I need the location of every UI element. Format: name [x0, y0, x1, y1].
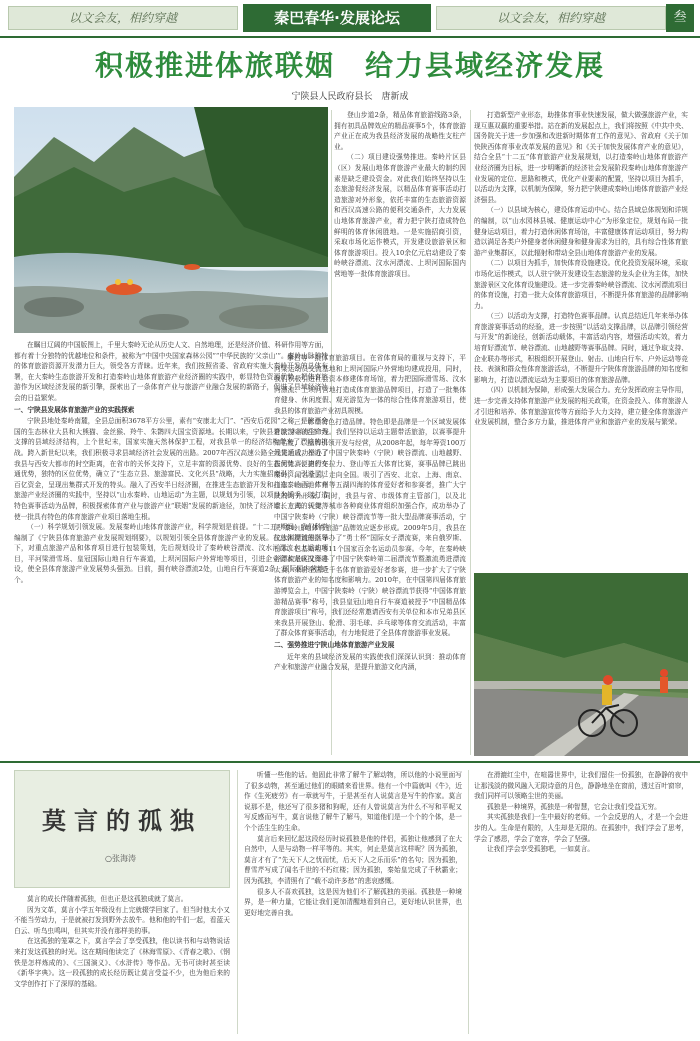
page-header	[0, 0, 700, 38]
article-column-2-lower	[274, 353, 466, 755]
essay-paragraph: 因为文革，莫言小学五年级没有上完就辍学回家了。但当时他太小又不能当劳动力，于是就被打发到野外去放牛。他和他的牛们一起，看蓝天白云、听鸟虫鸣叫，但其实并没有那样美的事。	[14, 905, 230, 935]
article-paragraph: 在瞩目辽阔的中国版图上，千里大秦岭无论从历史人文、自然地理，还是经济价值、科研作用等方面，都有着十分独特的优越地位和条件，被称为“中国中央国家森林公园”“中华民族的‘父亲山’”。秦岭山脉独特的体育旅游资源开发潜力巨大，领受各方青睐。近年来，我们按照省委、省政府实施大秦岭开发的总体布署，在大秦岭生态旅游开发和打造秦岭山地体育旅游产业经济圈的实践中，彰显特色资源优势，把体育旅游作为区域经济发展的新引擎，探索出了一条体育产业与旅游产业融合发展的新路子，促进了县域经济社会的日益繁荣。	[14, 341, 328, 402]
article-paragraph: （三）彰显特色打造品牌。特色即是品牌是一个区域发展体育旅游业的生命线。我们坚持以运动主题带活旅游，以赛事提升知名度，以品牌引领开发与经营，从2008年起，每年筹资100万元先后成功举办了中国宁陕秦岭（宁陕）峡谷漂流、山地越野、拔河比赛、自行车拉力、登山等五大体育比赛，赛事品牌已跳出秦岭，闻名全国，走向全国。吸引了西安、北京、上海、南京、山东、山西，广州等五湖四海的体育爱好者和参赛者，推广大宁陕的对外形象。同时，我县与省、市级体育主管部门，以及北京、上海、天津等城市各种商业体育组织加强合作，成功举办了中国宁陕秦岭（宁陕）峡谷漂流节等一批大型品牌赛事活动，宁陕“秦岭山地体育旅游”品牌效应逐步形成。2009年5月，我县在汶水河漂流景区举办了“勇士杯”国际女子漂流赛，来自俄罗斯、日本、巴基斯坦等11个国家百余名运动员参赛。今年，在秦岭峡谷漂流景区又举办了中国宁陕秦岭第二届漂流节暨激流勇进漂流大赛，来自全国近千名体育旅游爱好者参赛，进一步扩大了宁陕体育旅游产业的知名度和影响力。2010年，在中国第四届体育旅游博览会上，中国宁陕秦岭（宁陕）峡谷漂流节获得“中国体育旅游精品赛事”称号，我县皇冠山地自行车赛道被授予“中国精品体育旅游项目”称号，我们还经常邀请西安有关单位和本市兄弟县区来我县开展登山、轮滑、羽毛球、乒乓球等体育交流活动，丰富了群众体育赛事活动，有力地促进了全县体育旅游事业发展。	[274, 417, 466, 638]
article-paragraph: 宁陕县地处秦岭南麓，全县总面积3678平方公里，素有“安康北大门”、“西安后花园”之称，是陕西全国的生态林业大县和大熊猫、金丝猴、羚牛、朱鹮四大国宝资源地。长期以来，宁陕县是以“木头经济”为支撑的县域经济结构，上个世纪末，国家实施天然林保护工程，对我县单一的经济结构带来了严峻的挑战。跨入新世纪以来，我们积极寻求县域经济社会发展的出路。2007年西汉高速公路全线贯通后，拉近了我县与西安大都市的时空距离，在省市的关怀支持下，立足丰富的资源优势、良好的生态优势、便捷的交通优势，独特的区位优势，确立了“生态立县、旅游富民、文化兴县”战略，大力实施招商引资，引进了过百亿资金，呈现出集群式开发的特头。融入了西安半日经济圈，在推进生态旅游开发和打造秦岭山地体育旅游产业经济圈的实践中，坚持以“山水秦岭、山地运动”为主题，以规划为引领，以项目为抓手，以打造特色赛事活动为品牌，积极探索体育产业与旅游产业“联姻”发展的新途径，加快了经济增长方式的转变，使一批具有特色的体育旅游产业项目落地生根。	[14, 417, 328, 521]
article-paragraph: 登山步道2条，精品体育旅游线路3条，拥有初具品牌效应的精品赛事5个，体育旅游产业正在成为我县经济发展的战略性支柱产业。	[334, 111, 466, 151]
article-section-heading: 一、宁陕县发展体育旅游产业的实践探索	[14, 405, 135, 414]
article-paragraph: 攀岩等一批体育旅游项目。在省体育局的重视与支持下，平河梁运动员交流基地和上坝河国际户外营地均建成投用，同时，我们积极引进社会资本修建体育场馆，着力把国际滑雪场、汶水河漂流、上坝河营地打造成体育旅游品牌项目，打造了一批集体育健身、休闲度假、观光游览为一体的综合性体育旅游项目，使我县的体育旅游产业初具规模。	[274, 354, 466, 415]
essay-paragraph: 在滑漉红尘中，在喧嚣世界中，让我们留住一份孤独，在静静的夜中让那浅淡的微风融入无限诗意的月色，静静地坐在窗前，透过百叶窗帘，我们同样可以领略尘世的美丽。	[474, 771, 688, 801]
column-divider	[468, 770, 469, 1034]
header-slogan-right: 以文会友，相约穿越	[436, 6, 666, 30]
essay-paragraph: 其实孤独是我们一生中最好的老师。一个会反思的人，才是一个会进步的人。生命是有限的，人生却是无限的。在孤独中，我们学会了思考，学会了感恩，学会了宽容，学会了坚强。	[474, 813, 688, 843]
article-section-heading: 二、强势推进宁陕山地体育旅游产业发展	[274, 641, 395, 650]
article-paragraph: 打造新型产业形态，助推体育事业快速发展，做大做强旅游产业，实现互惠双赢的重要举措。站在新的发展起点上，我们将按照《中共中央、国务院关于进一步加强和改进新时期体育工作的意见》、省政府《关于加快陕西体育事业改革发展的意见》和《关于加快发展体育产业的意见》，结合全县“十二五”体育旅游产业发展规划，以打造秦岭山地体育旅游产业经济圈为目标，进一步明晰新的经济社会发展阶段秦岭山地体育旅游产业发展的定位、思路和模式，优化产业要素的配置，坚持以项目为抓手，以活动为支撑，以机制为保障，努力把宁陕建成秦岭山地体育旅游产业经济强县。	[474, 111, 688, 204]
essay-paragraph: 莫言后来回忆起这段经历时说孤独是他的伴侣，孤独让他感到了在大自然中，人是与动物一样平等的。其实，何止是莫言这样呢？因为孤独，莫言才有了“先天下人之忧而忧，后天下人之乐而乐”的名句；因为孤独，曹雪芹写成了闻名千世的不朽红楼；因为孤独，秦始皇完成了千秋霸业；因为孤独，李清照有了“载不动许多愁”的悲哀感慨。	[244, 834, 462, 885]
article-paragraph: （三）以活动为支撑，打造特色赛事品牌。认真总结近几年来举办体育旅游赛事活动的经验，进一步按照“以活动支撑品牌，以品牌引领经营与开发”的新途径，创新活动载体，丰富活动内容，增强活动实效，着力培育好漂流节、峡谷漂流、山地越野等赛事品牌。同时，通过争取支持、企业联办等形式，积极组织开展登山、射击、山地自行车、户外运动等竞技、表演和群众性体育旅游活动，不断提升宁陕体育旅游品牌的知名度和影响力，打造以漂流运动为主要项目的体育旅游品牌。	[474, 312, 688, 384]
rafting-photo	[14, 107, 328, 333]
cycling-photo	[474, 573, 688, 756]
essay-column-2	[244, 770, 462, 1034]
essay-paragraph: 孤独是一种境界，孤独是一种智慧，它会让我们受益无穷。	[487, 802, 661, 811]
column-divider	[237, 770, 238, 1034]
article-column-2	[334, 110, 466, 353]
article-paragraph: 近年来的县域经济发展的实践使我们深深认识到：推动体育产业和旅游产业融合发展，是提升旅游文化内涵，	[274, 652, 466, 672]
article-paragraph: （二）项目建设强势推进。秦岭片区县（区）发展山地体育旅游产业最大的制约因素是缺乏建设资金。对此我们始终坚持以生态旅游促经济发展，以精品体育赛事活动打造旅游对外形象，依托丰富的生态旅游资源和西汉高速公路的便利交通条件，大力发展山地体育旅游产业，着力把宁陕打造成特色鲜明的体育休闲胜地。一是实施招商引资，采取市场化运作模式，开发建设旅游景区和体育旅游项目。投入10余亿元启动建设了秦岭峡谷漂流、汶水河漂流、上坝河国际国内营地等一批体育旅游项目。	[334, 153, 466, 278]
article-byline: 宁陕县人民政府县长 唐新成	[291, 92, 409, 102]
header-rule	[0, 36, 700, 38]
essay-paragraph: 让我们学会享受孤独吧，一如莫言。	[487, 845, 594, 854]
essay-author: ○张海涛	[105, 854, 136, 863]
section-title: 秦巴春华·发展论坛	[243, 4, 431, 32]
section-divider	[0, 761, 700, 763]
column-divider	[470, 110, 471, 755]
header-slogan-left: 以文会友，相约穿越	[8, 6, 238, 30]
essay-paragraph: 莫言的成长伴随着孤独，但也正是这孤独成就了莫言。	[27, 895, 188, 903]
essay-paragraph: 很多人不喜欢孤独，这是因为他们不了解孤独的美丽。孤独是一种境界，是一种力量，它能让我们更加清醒地看到自己，更好地认识世界，也更好地完善自我。	[244, 887, 462, 917]
essay-paragraph: 在这孤独的笼罩之下，莫言学会了享受孤独，他以读书和与动物说话来打发这孤独的时光。这在期间他读完了《林海雪原》、《青春之歌》、《钢铁是怎样炼成的》、《三国演义》、《水浒传》等作品。无书可读时甚至读《新华字典》。这一段孤独的成长经历既让莫言受益不少，也为他后来的文学创作打下了深厚的基础。	[14, 937, 230, 988]
essay-column-1	[14, 894, 230, 1034]
article-headline: 积极推进体旅联姻 给力县域经济发展	[94, 49, 605, 82]
essay-column-3	[474, 770, 688, 1034]
article-paragraph: （二）以项目为抓手，加快体育设施建设。优化投资发展环境，采取市场化运作模式，以人驻宁陕开发建设生态旅游的龙头企业为主体，加快旅游景区文化体育设施建设。进一步完善秦岭峡谷漂流、汶水河漂流项目的体育设施，打造一批大众体育旅游项目，不断提升体育旅游的品牌影响力。	[474, 259, 688, 310]
article-column-3	[474, 110, 688, 570]
article-paragraph: （一）科学规划引领发展。发展秦岭山地体育旅游产业，科学规划是前提。“十二五”期间，我们科学编制了《宁陕县体育旅游产业发展规划纲要》，以规划引领全县体育旅游产业的发展。在总体规划的指导下，对重点旅游产品和体育项目进行包装策划，先后规划设计了秦岭峡谷漂流、汶水河漂流水上运动项目，平河梁滑雪场、皇冠国际山地自行车赛道，上坝河国际户外营地等项目，引进企业资本完成投资建设，使全县体育旅游产业发展势头强劲。目前，拥有峡谷漂流2处，山地自行车赛道2条，国际国内营地5个。	[14, 523, 328, 585]
essay-title-box	[14, 770, 230, 888]
page-number: 叁	[666, 4, 694, 32]
article-paragraph: （一）以县域为核心，建设体育运动中心。结合县域总体规划和详规的编制，以“山水园林县城、健康运动中心”为形象定位，规划布局一批健身运动项目，着力打造休闲体育场馆，丰富健康体育运动项目，努力构造以满足各类户外健身者休闲健身和健身需求为目的，具有综合性体育旅游产业集群区，以此辐射和带动全县山地体育旅游产业的发展。	[474, 206, 688, 257]
essay-title: 莫言的孤独	[42, 806, 202, 835]
article-paragraph: （四）以机制为保障，形成强大发展合力。充分发挥政府主导作用，进一步完善支持体育旅游产业发展的相关政策，在资金投入、体育旅游人才引进和培养、体育旅游宣传等方面给予大力支持，建立健全体育旅游产业发展机制，整合多方力量，推进体育产业和旅游产业的发展与繁荣。	[474, 386, 688, 427]
essay-paragraph: 听懂一些他的话。他固此非常了解牛了解动物，所以他的小说里面写了很多动物，甚至通过他们的眼睛来看世界。他有一个中篇就叫《牛》，近作《生死疲劳》有一章就写牛，于是甚至有人说莫言是写牛的作家。莫言说那不是，他还写了很多猪和狗呢，还有人曾说莫言为什么不写和平呢又写反感而写牛，莫言说他了解牛了解马，知道他们是一个个的个体，是一个个活生生的生命。	[244, 771, 462, 832]
